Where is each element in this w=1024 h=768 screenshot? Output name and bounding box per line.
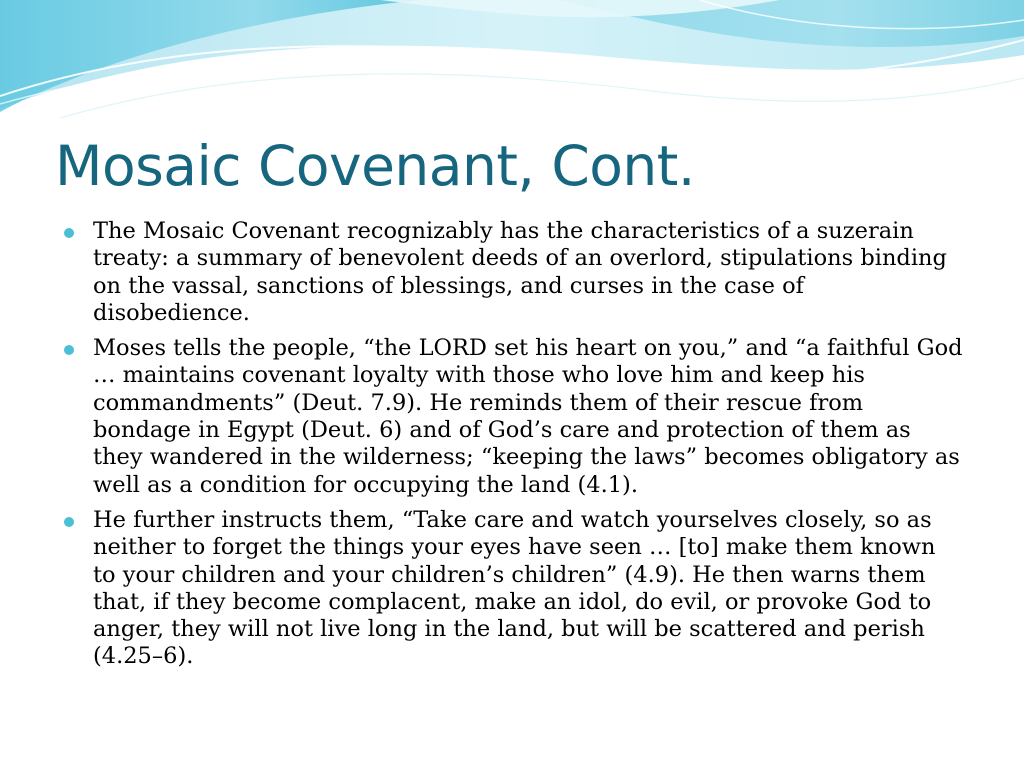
bullet-text: Moses tells the people, “the LORD set his heart on you,” and “a faithful God … maintains covenant loyalty with those who love him and keep his commandments” (Deut. 7.9). He reminds them of their rescue from bondage in Egypt (Deut. 6) and of God’s care and protection of them as they wandered in the wilderness; “keeping the laws” becomes obligatory as well as a condition for occupying the land (4.1). (93, 335, 963, 498)
slide-title: Mosaic Covenant, Cont. (55, 134, 695, 198)
bullet-item (64, 507, 964, 671)
bullet-list (64, 218, 964, 679)
bullet-icon (64, 228, 74, 238)
bullet-text: He further instructs them, “Take care and watch yourselves closely, so as neither to forget the things your eyes have seen … [to] make them known to your children and your children’s children” (4.9). He then warns them that, if they become complacent, make an idol, do evil, or provoke God to anger, they will not live long in the land, but will be scattered and perish (4.25–6). (93, 506, 936, 670)
bullet-icon (64, 345, 74, 355)
bullet-item (64, 335, 964, 499)
bullet-item (64, 218, 964, 327)
bullet-text: The Mosaic Covenant recognizably has the characteristics of a suzerain treaty: a summary of benevolent deeds of an overlord, stipulations binding on the vassal, sanctions of blessings, and curses in the case of disobedience. (93, 218, 947, 326)
wave-header-decoration (0, 0, 1024, 120)
bullet-icon (64, 517, 74, 527)
